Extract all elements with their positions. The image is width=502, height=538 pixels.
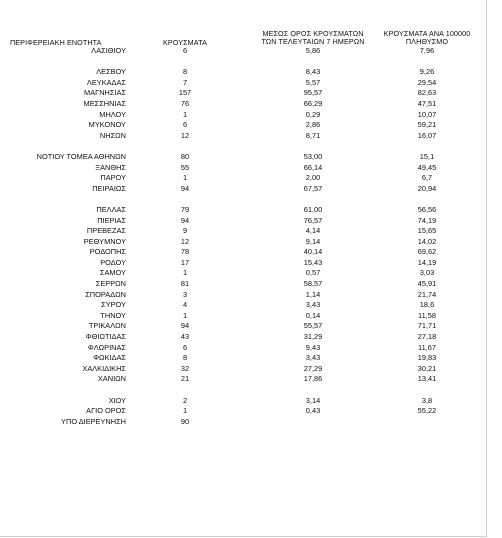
cell-cases: 76 <box>180 98 190 108</box>
cell-avg-7-days: 0,14 <box>305 310 321 320</box>
table-row <box>0 88 486 99</box>
table-row <box>0 247 486 258</box>
cell-region: ΧΑΝΙΩΝ <box>97 374 126 384</box>
table-row <box>0 78 486 89</box>
cell-cases-per-100k: 13,41 <box>417 374 437 384</box>
cell-region: ΧΙΟΥ <box>108 395 126 405</box>
cell-region: ΦΩΚΙΔΑΣ <box>93 353 126 363</box>
cell-cases: 94 <box>180 321 190 331</box>
cell-cases-per-100k: 55,22 <box>417 406 437 416</box>
cell-cases: 4 <box>182 300 188 310</box>
cell-cases: 1 <box>182 268 188 278</box>
cell-cases-per-100k: 14,19 <box>417 257 437 267</box>
cell-cases-per-100k: 10,07 <box>417 109 437 119</box>
cell-cases-per-100k: 29,54 <box>417 77 437 87</box>
cell-cases-per-100k: 3,03 <box>419 268 435 278</box>
cell-cases: 17 <box>180 257 190 267</box>
cell-region: ΜΑΓΝΗΣΙΑΣ <box>84 88 126 98</box>
cell-avg-7-days: 5,57 <box>305 77 321 87</box>
cell-avg-7-days: 0,43 <box>305 406 321 416</box>
cell-region: ΑΓΙΟ ΟΡΟΣ <box>86 406 126 416</box>
table-row <box>0 332 486 343</box>
column-header-region: ΠΕΡΙΦΕΡΕΙΑΚΗ ΕΝΟΤΗΤΑ <box>10 38 102 47</box>
cell-cases: 3 <box>182 289 188 299</box>
cell-cases-per-100k: 56,56 <box>417 204 437 214</box>
table-row <box>0 290 486 301</box>
table-row <box>0 46 486 57</box>
cell-cases-per-100k: 19,83 <box>417 353 437 363</box>
cell-cases: 94 <box>180 215 190 225</box>
cell-region: ΣΕΡΡΩΝ <box>95 279 126 289</box>
table-row <box>0 226 486 237</box>
cell-cases: 157 <box>178 88 192 98</box>
cell-avg-7-days: 40,14 <box>303 247 323 257</box>
cell-region: ΠΕΛΛΑΣ <box>96 204 126 214</box>
cell-cases-per-100k: 59,21 <box>417 120 437 130</box>
cell-cases-per-100k: 47,51 <box>417 98 437 108</box>
cell-avg-7-days: 95,57 <box>303 88 323 98</box>
table-row <box>0 173 486 184</box>
cell-avg-7-days: 9,14 <box>305 236 321 246</box>
cell-cases: 9 <box>182 226 188 236</box>
cell-region: ΝΟΤΙΟΥ ΤΟΜΕΑ ΑΘΗΝΩΝ <box>36 151 126 161</box>
cell-avg-7-days: 67,57 <box>303 183 323 193</box>
table-row <box>0 396 486 407</box>
cell-cases-per-100k: 71,71 <box>417 321 437 331</box>
cell-region: ΦΘΙΩΤΙΔΑΣ <box>85 332 126 342</box>
cell-cases: 8 <box>182 353 188 363</box>
table-row <box>0 258 486 269</box>
table-row <box>0 163 486 174</box>
cell-cases: 2 <box>182 395 188 405</box>
cell-avg-7-days: 31,29 <box>303 332 323 342</box>
cell-region: ΣΑΜΟΥ <box>99 268 126 278</box>
cell-avg-7-days: 53,00 <box>303 151 323 161</box>
cell-avg-7-days: 5,86 <box>305 46 321 55</box>
cell-cases: 1 <box>182 173 188 183</box>
cell-region: ΡΕΘΥΜΝΟΥ <box>83 236 126 246</box>
table-row <box>0 279 486 290</box>
cell-region: ΛΕΥΚΑΔΑΣ <box>86 77 126 87</box>
cell-cases-per-100k: 11,67 <box>418 342 436 352</box>
cell-region: ΡΟΔΟΥ <box>100 257 126 267</box>
cases-table <box>0 46 486 427</box>
cell-avg-7-days: 66,29 <box>303 98 323 108</box>
table-row <box>0 311 486 322</box>
cell-cases-per-100k: 15,65 <box>417 226 437 236</box>
cell-region: ΜΗΛΟΥ <box>99 109 126 119</box>
table-row <box>0 268 486 279</box>
cell-cases-per-100k: 7,96 <box>419 46 435 55</box>
cell-cases-per-100k: 6,7 <box>421 173 433 183</box>
table-row <box>0 120 486 131</box>
cell-region: ΝΗΣΩΝ <box>99 130 126 140</box>
cell-cases: 6 <box>182 342 188 352</box>
cell-region: ΥΠΟ ΔΙΕΡΕΥΝΗΣΗ <box>61 416 126 426</box>
cell-region: ΤΗΝΟΥ <box>100 310 126 320</box>
cell-cases: 6 <box>182 46 188 55</box>
cell-cases-per-100k: 16,07 <box>417 130 437 140</box>
cell-region: ΠΑΡΟΥ <box>100 173 126 183</box>
cell-region: ΡΟΔΟΠΗΣ <box>89 247 126 257</box>
cell-cases-per-100k: 14,02 <box>417 236 437 246</box>
cell-cases-per-100k: 20,94 <box>417 183 437 193</box>
cell-avg-7-days: 8,71 <box>305 130 321 140</box>
table-row <box>0 99 486 110</box>
cell-cases-per-100k: 9,26 <box>419 67 435 77</box>
table-row <box>0 184 486 195</box>
cell-cases: 94 <box>180 183 190 193</box>
cell-cases: 1 <box>182 310 188 320</box>
cell-region: ΣΥΡΟΥ <box>101 300 126 310</box>
cell-cases: 78 <box>180 247 190 257</box>
cell-avg-7-days: 4,14 <box>305 226 321 236</box>
cell-region: ΜΕΣΣΗΝΙΑΣ <box>83 98 126 108</box>
cell-region: ΠΙΕΡΙΑΣ <box>97 215 126 225</box>
cell-cases: 43 <box>180 332 190 342</box>
cell-avg-7-days: 0,57 <box>305 268 321 278</box>
cell-avg-7-days: 0,29 <box>305 109 321 119</box>
cell-region: ΞΑΝΘΗΣ <box>95 162 126 172</box>
table-row <box>0 374 486 385</box>
cell-cases: 12 <box>180 130 190 140</box>
cell-cases-per-100k: 30,21 <box>417 363 437 373</box>
cell-cases: 8 <box>182 67 188 77</box>
cell-cases-per-100k: 74,19 <box>417 215 437 225</box>
table-row <box>0 353 486 364</box>
cell-avg-7-days: 15,43 <box>303 257 323 267</box>
cell-cases-per-100k: 3,8 <box>421 395 433 405</box>
cell-region: ΛΕΣΒΟΥ <box>96 67 126 77</box>
cell-avg-7-days: 2,86 <box>305 120 321 130</box>
table-row <box>0 343 486 354</box>
cell-cases: 7 <box>182 77 188 87</box>
cell-avg-7-days: 3,43 <box>305 353 321 363</box>
cell-cases: 12 <box>180 236 190 246</box>
cell-avg-7-days: 8,43 <box>305 67 321 77</box>
cell-cases-per-100k: 82,63 <box>417 88 437 98</box>
cell-region: ΣΠΟΡΑΔΩΝ <box>85 289 126 299</box>
cell-avg-7-days: 17,86 <box>303 374 323 384</box>
cell-cases: 81 <box>180 279 190 289</box>
cell-cases: 79 <box>180 204 190 214</box>
cell-region: ΜΥΚΟΝΟΥ <box>88 120 126 130</box>
cell-region: ΠΡΕΒΕΖΑΣ <box>86 226 126 236</box>
column-header-avg-7-days: ΜΕΣΟΣ ΟΡΟΣ ΚΡΟΥΣΜΑΤΩΝ ΤΩΝ ΤΕΛΕΥΤΑΙΩΝ 7 ΗΜΕΡΩΝ <box>261 29 365 46</box>
cell-cases-per-100k: 49,45 <box>417 162 437 172</box>
cell-cases: 32 <box>180 363 190 373</box>
table-row <box>0 110 486 121</box>
table-row <box>0 67 486 78</box>
table-row <box>0 216 486 227</box>
cell-region: ΛΑΣΙΘΙΟΥ <box>91 46 126 55</box>
table-row <box>0 237 486 248</box>
table-row <box>0 364 486 375</box>
cell-region: ΤΡΙΚΑΛΩΝ <box>88 321 126 331</box>
column-header-cases-per-100k: ΚΡΟΥΣΜΑΤΑ ΑΝΑ 100000 ΠΛΗΘΥΣΜΟ <box>383 29 471 46</box>
cell-region: ΧΑΛΚΙΔΙΚΗΣ <box>82 363 126 373</box>
table-row <box>0 152 486 163</box>
cell-avg-7-days: 2,00 <box>305 173 321 183</box>
cell-avg-7-days: 55,57 <box>303 321 323 331</box>
cell-cases: 21 <box>180 374 190 384</box>
table-row <box>0 131 486 142</box>
cell-avg-7-days: 3,14 <box>305 395 321 405</box>
cell-avg-7-days: 1,14 <box>305 289 321 299</box>
cell-avg-7-days: 9,43 <box>305 342 321 352</box>
table-row <box>0 417 486 428</box>
cell-cases-per-100k: 11,58 <box>418 310 436 320</box>
cell-avg-7-days: 66,14 <box>303 162 323 172</box>
table-row <box>0 205 486 216</box>
cell-region: ΠΕΙΡΑΙΩΣ <box>92 183 126 193</box>
table-row <box>0 406 486 417</box>
cell-avg-7-days: 27,29 <box>303 363 323 373</box>
table-row <box>0 300 486 311</box>
cell-cases-per-100k: 21,74 <box>417 289 437 299</box>
column-header-cases: ΚΡΟΥΣΜΑΤΑ <box>163 38 207 47</box>
cell-avg-7-days: 76,57 <box>303 215 323 225</box>
cell-cases-per-100k: 15,1 <box>419 151 435 161</box>
cell-cases: 90 <box>180 416 190 426</box>
cell-cases: 1 <box>182 109 188 119</box>
cell-cases-per-100k: 18,6 <box>419 300 435 310</box>
cell-region: ΦΛΩΡΙΝΑΣ <box>87 342 126 352</box>
cell-cases: 1 <box>182 406 188 416</box>
cell-cases-per-100k: 27,18 <box>417 332 437 342</box>
table-row <box>0 321 486 332</box>
cell-cases-per-100k: 45,91 <box>417 279 437 289</box>
cell-avg-7-days: 61,00 <box>303 204 323 214</box>
cell-cases: 6 <box>182 120 188 130</box>
cell-cases: 80 <box>180 151 190 161</box>
cell-cases: 55 <box>180 162 190 172</box>
cell-avg-7-days: 58,57 <box>303 279 323 289</box>
cell-avg-7-days: 3,43 <box>305 300 321 310</box>
cell-cases-per-100k: 69,62 <box>417 247 437 257</box>
